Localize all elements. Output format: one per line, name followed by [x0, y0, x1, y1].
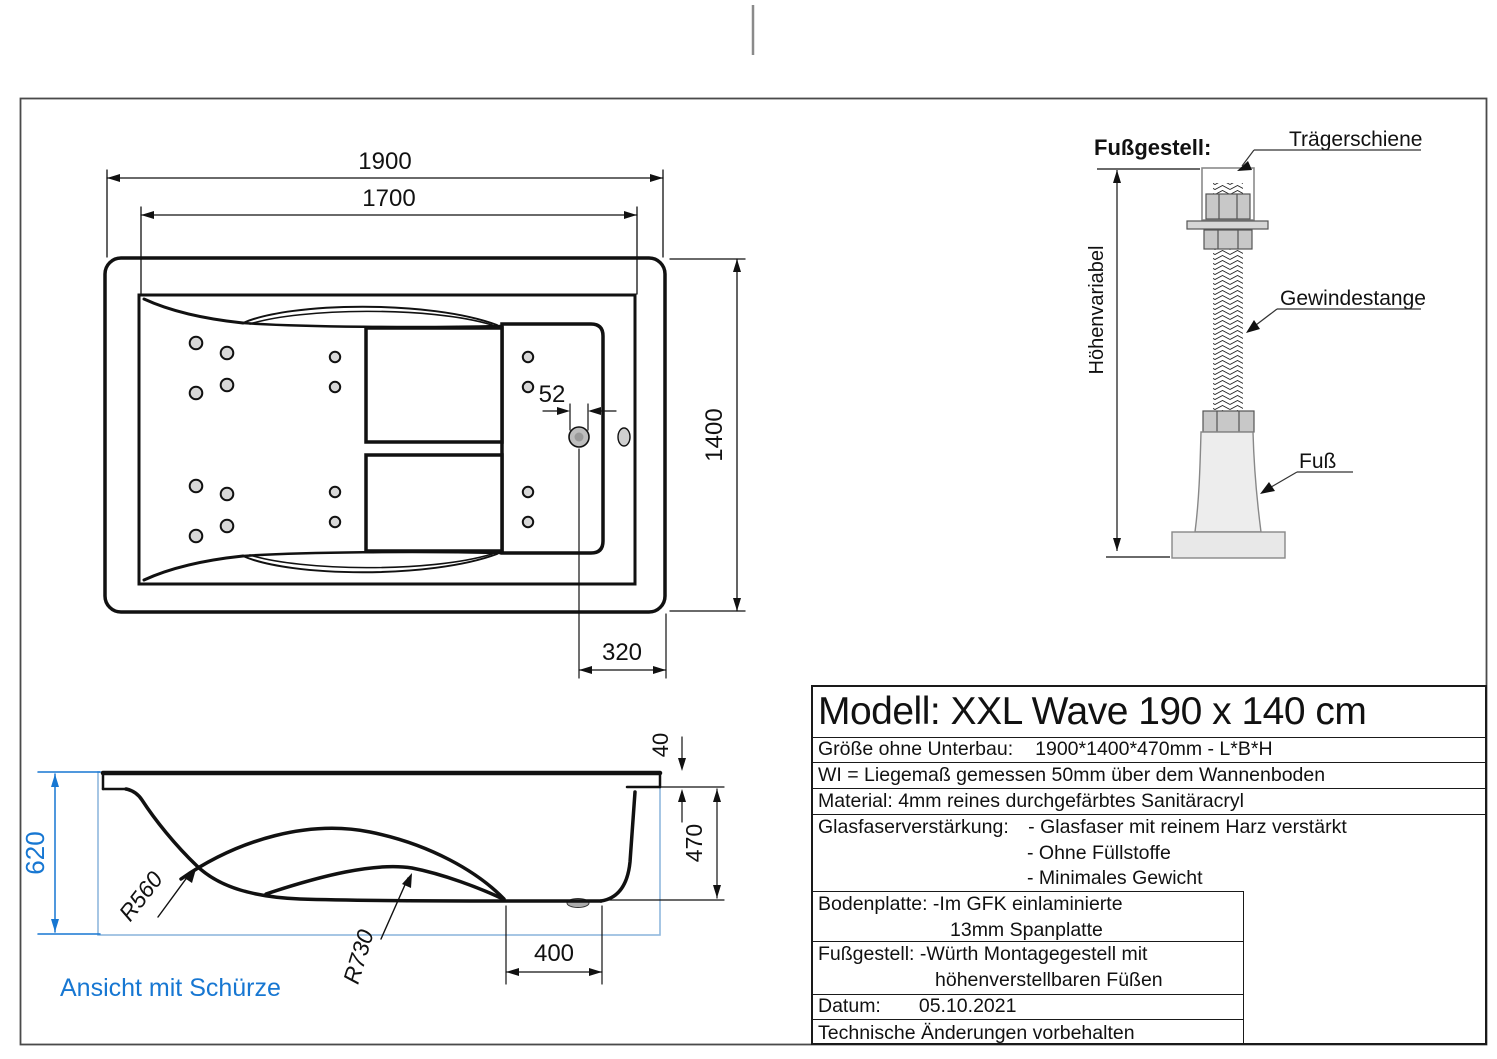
hex-nut — [1204, 230, 1252, 249]
seat-area-top — [366, 328, 502, 442]
interior-wave-large — [181, 828, 504, 899]
fiberglass-label: Glasfaserverstärkung: — [818, 816, 1009, 838]
rod-label: Gewindestange — [1280, 287, 1426, 310]
dim-52-label: 52 — [538, 381, 566, 408]
jet — [330, 382, 340, 392]
base-plate-line-2: 13mm Spanplatte — [950, 918, 1103, 941]
row-material — [813, 788, 1485, 814]
jet — [190, 387, 203, 400]
row-date — [813, 994, 1243, 1019]
jet — [221, 347, 234, 360]
jet — [523, 352, 533, 362]
hex-nut — [1206, 194, 1250, 219]
dim-400-label: 400 — [533, 940, 575, 967]
jet — [190, 530, 203, 543]
radius-r730-label: R730 — [337, 926, 379, 987]
logo-cell — [1243, 891, 1485, 1043]
dim-470 — [604, 787, 724, 900]
fiberglass-item-3: - Minimales Gewicht — [1027, 867, 1203, 889]
jet — [523, 382, 533, 392]
jet — [523, 517, 533, 527]
dim-1700-label: 1700 — [362, 185, 416, 212]
height-variable-label: Höhenvariabel — [1086, 245, 1108, 375]
foot-assembly-title: Fußgestell: — [1094, 135, 1212, 160]
dim-1900-label: 1900 — [358, 148, 412, 175]
jet — [190, 337, 203, 350]
foot-cone — [1195, 432, 1261, 532]
dim-320-label: 320 — [601, 639, 643, 666]
notice-text: Technische Änderungen vorbehalten — [818, 1021, 1135, 1044]
row-foot-frame — [813, 941, 1243, 994]
model-title-text: Modell: XXL Wave 190 x 140 cm — [818, 690, 1367, 734]
callout-rod — [1246, 287, 1426, 333]
dim-620-label: 620 — [20, 831, 50, 875]
row-base-plate — [813, 891, 1243, 941]
size-value: 1900*1400*470mm - L*B*H — [1035, 738, 1273, 761]
foot-base-plate — [1172, 532, 1285, 558]
jet — [330, 517, 340, 527]
rail-label: Trägerschiene — [1289, 128, 1423, 151]
dim-height-variable — [1086, 169, 1200, 557]
plan-view — [105, 148, 745, 678]
dim-470-label: 470 — [681, 823, 707, 863]
jet — [330, 487, 340, 497]
hex-nut — [1203, 411, 1254, 432]
wi-note-text: WI = Liegemaß gemessen 50mm über dem Wannenboden — [818, 763, 1326, 786]
jet — [221, 488, 234, 501]
drain-center — [575, 433, 584, 442]
radius-r730 — [338, 873, 412, 987]
fiberglass-item-1: - Glasfaser mit reinem Harz verstärkt — [1028, 816, 1347, 838]
row-wi-note — [813, 762, 1485, 788]
dim-620 — [20, 772, 100, 934]
model-title — [813, 687, 1485, 737]
base-plate-line-1: Bodenplatte: -Im GFK einlaminierte — [818, 893, 1123, 915]
fiberglass-item-2: - Ohne Füllstoffe — [1027, 841, 1171, 864]
material-text: Material: 4mm reines durchgefärbtes Sanitäracryl — [818, 789, 1244, 812]
foot-assembly — [1086, 128, 1426, 558]
dim-400 — [506, 906, 602, 984]
side-view — [20, 733, 724, 1002]
jet — [221, 520, 234, 533]
dim-40 — [648, 733, 686, 822]
callout-rail — [1237, 128, 1422, 171]
seat-area-bottom — [366, 455, 502, 551]
jet — [523, 487, 533, 497]
date-label: Datum: — [818, 995, 881, 1018]
radius-r560-label: R560 — [113, 866, 168, 926]
dim-40-label: 40 — [648, 732, 673, 758]
foot-frame-line-1: Fußgestell: -Würth Montagegestell mit — [818, 943, 1148, 965]
foot-label: Fuß — [1299, 450, 1337, 473]
washer — [1187, 221, 1268, 229]
jet — [190, 480, 203, 493]
row-size — [813, 737, 1485, 762]
callout-foot — [1260, 450, 1353, 494]
size-label: Größe ohne Unterbau: — [818, 738, 1014, 761]
side-view-caption: Ansicht mit Schürze — [60, 974, 281, 1002]
jet — [221, 379, 234, 392]
row-fiberglass — [813, 814, 1485, 891]
row-notice — [813, 1019, 1243, 1047]
tub-profile — [103, 773, 660, 908]
foot-frame-line-2: höhenverstellbaren Füßen — [935, 968, 1163, 991]
overflow — [618, 428, 630, 446]
dim-1400 — [670, 259, 745, 611]
title-block — [811, 685, 1487, 1045]
jet — [330, 352, 340, 362]
dim-1400-label: 1400 — [701, 408, 728, 462]
date-value: 05.10.2021 — [918, 995, 1017, 1018]
